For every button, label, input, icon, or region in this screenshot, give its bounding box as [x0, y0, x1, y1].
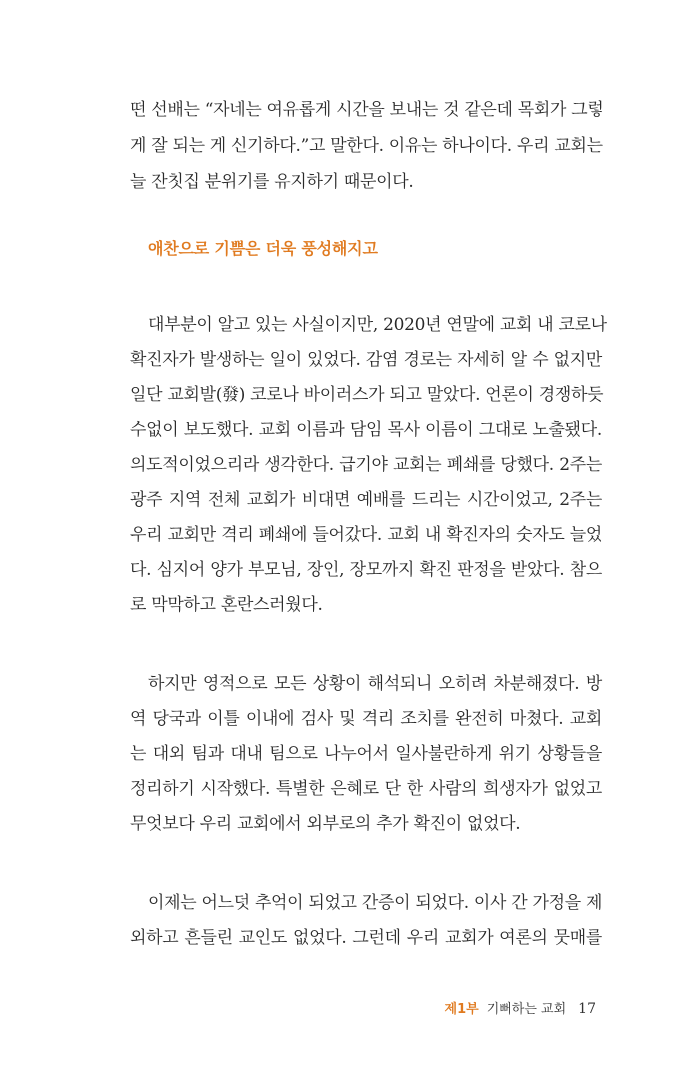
text-line: 수없이 보도했다. 교회 이름과 담임 목사 이름이 그대로 노출됐다. — [130, 420, 602, 440]
text-line: 떤 선배는 “자네는 여유롭게 시간을 보내는 것 같은데 목회가 그렇 — [130, 100, 604, 120]
text-line: 는 대외 팀과 대내 팀으로 나누어서 일사불란하게 위기 상황들을 — [130, 744, 602, 764]
text-line: 우리 교회만 격리 폐쇄에 들어갔다. 교회 내 확진자의 숫자도 늘었 — [130, 525, 602, 545]
text-line: 대부분이 알고 있는 사실이지만, 2020년 연말에 교회 내 코로나 — [148, 315, 607, 335]
text-line: 역 당국과 이틀 이내에 검사 및 격리 조치를 완전히 마쳤다. 교회 — [130, 709, 602, 729]
text-line: 다. 심지어 양가 부모님, 장인, 장모까지 확진 판정을 받았다. 참으 — [130, 560, 602, 580]
text-line: 외하고 흔들린 교인도 없었다. 그런데 우리 교회가 여론의 뭇매를 — [130, 928, 602, 948]
text-line: 정리하기 시작했다. 특별한 은혜로 단 한 사람의 희생자가 없었고 — [130, 779, 602, 799]
text-line: 늘 잔칫집 분위기를 유지하기 때문이다. — [130, 172, 414, 192]
text-line: 의도적이었으리라 생각한다. 급기야 교회는 폐쇄를 당했다. 2주는 — [130, 455, 602, 475]
text-line: 무엇보다 우리 교회에서 외부로의 추가 확진이 없었다. — [130, 814, 521, 834]
text-line: 이제는 어느덧 추억이 되었고 간증이 되었다. 이사 간 가정을 제 — [148, 893, 603, 913]
text-line: 일단 교회발(發) 코로나 바이러스가 되고 말았다. 언론이 경쟁하듯 — [130, 385, 604, 405]
text-line: 로 막막하고 혼란스러웠다. — [130, 595, 323, 615]
footer-chapter-title: 기뻐하는 교회 — [486, 1002, 567, 1017]
section-heading: 애찬으로 기쁨은 더욱 풍성해지고 — [148, 239, 378, 258]
text-line: 광주 지역 전체 교회가 비대면 예배를 드리는 시간이었고, 2주는 — [130, 490, 602, 510]
page-footer — [445, 1000, 596, 1019]
text-line: 하지만 영적으로 모든 상황이 해석되니 오히려 차분해졌다. 방 — [148, 674, 602, 694]
footer-part-label: 제1부 — [444, 1002, 479, 1017]
text-line: 게 잘 되는 게 신기하다.”고 말한다. 이유는 하나이다. 우리 교회는 — [130, 136, 603, 156]
page-number: 17 — [578, 1001, 596, 1017]
text-line: 확진자가 발생하는 일이 있었다. 감염 경로는 자세히 알 수 없지만 — [130, 350, 602, 370]
